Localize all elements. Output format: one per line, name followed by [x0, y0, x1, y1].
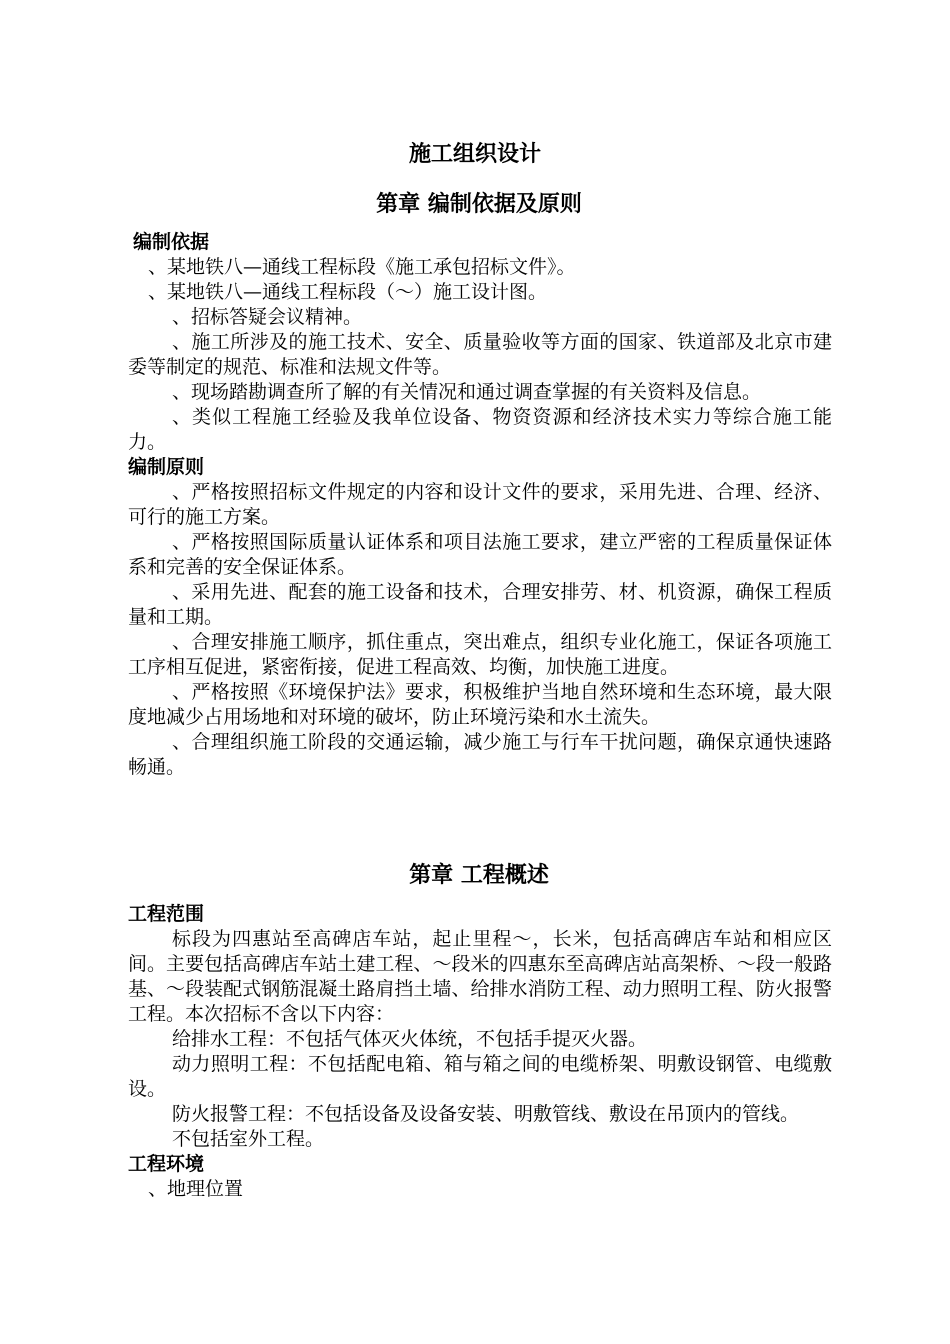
section-scope-heading: 工程范围 [128, 903, 205, 925]
scope-exclusion-fire-alarm: 防火报警工程：不包括设备及设备安装、明敷管线、敷设在吊顶内的管线。 [172, 1103, 800, 1125]
section-principles-heading: 编制原则 [128, 456, 205, 478]
basis-item-3: 、招标答疑会议精神。 [172, 306, 363, 328]
document-title: 施工组织设计 [408, 142, 541, 167]
basis-item-1: 、某地铁八—通线工程标段《施工承包招标文件》。 [148, 256, 576, 278]
principle-item-1: 、严格按照招标文件规定的内容和设计文件的要求，采用先进、合理、经济、可行的施工方案。 [128, 481, 832, 528]
scope-exclusion-power: 动力照明工程：不包括配电箱、箱与箱之间的电缆桥架、明敷设钢管、电缆敷设。 [128, 1053, 832, 1100]
principle-item-3: 、采用先进、配套的施工设备和技术，合理安排劳、材、机资源，确保工程质量和工期。 [128, 581, 832, 628]
principle-item-5: 、严格按照《环境保护法》要求，积极维护当地自然环境和生态环境，最大限度地减少占用场地和对环境的破坏，防止环境污染和水土流失。 [128, 681, 832, 728]
scope-paragraph: 标段为四惠站至高碑店车站，起止里程～，长米，包括高碑店车站和相应区间。主要包括高碑店车站土建工程、～段米的四惠东至高碑店站高架桥、～段一般路基、～段装配式钢筋混凝土路肩挡土墙、给排水消防工程、动力照明工程、防火报警工程。本次招标不含以下内容： [128, 928, 832, 1025]
section-basis-heading: 编制依据 [133, 231, 210, 253]
section-environment-heading: 工程环境 [128, 1153, 205, 1175]
chapter-2-title: 第章 工程概述 [409, 863, 549, 888]
chapter-1-title: 第章 编制依据及原则 [376, 192, 582, 217]
scope-exclusion-water: 给排水工程：不包括气体灭火体统，不包括手提灭火器。 [172, 1028, 648, 1050]
principle-item-6: 、合理组织施工阶段的交通运输，减少施工与行车干扰问题，确保京通快速路畅通。 [128, 731, 832, 778]
principle-item-4: 、合理安排施工顺序，抓住重点，突出难点，组织专业化施工，保证各项施工工序相互促进，紧密衔接，促进工程高效、均衡，加快施工进度。 [128, 631, 832, 678]
scope-exclusion-outdoor: 不包括室外工程。 [172, 1128, 325, 1150]
basis-item-5: 、现场踏勘调查所了解的有关情况和通过调查掌握的有关资料及信息。 [172, 381, 762, 403]
basis-item-6: 、类似工程施工经验及我单位设备、物资资源和经济技术实力等综合施工能力。 [128, 406, 832, 453]
basis-item-2: 、某地铁八—通线工程标段（～）施工设计图。 [148, 281, 548, 303]
environment-item-1: 、地理位置 [148, 1178, 244, 1200]
chapter-1-body [128, 230, 832, 780]
principle-item-2: 、严格按照国际质量认证体系和项目法施工要求，建立严密的工程质量保证体系和完善的安全保证体系。 [128, 531, 832, 578]
chapter-2-body [128, 902, 832, 1202]
basis-item-4: 、施工所涉及的施工技术、安全、质量验收等方面的国家、铁道部及北京市建委等制定的规范、标准和法规文件等。 [128, 331, 832, 378]
